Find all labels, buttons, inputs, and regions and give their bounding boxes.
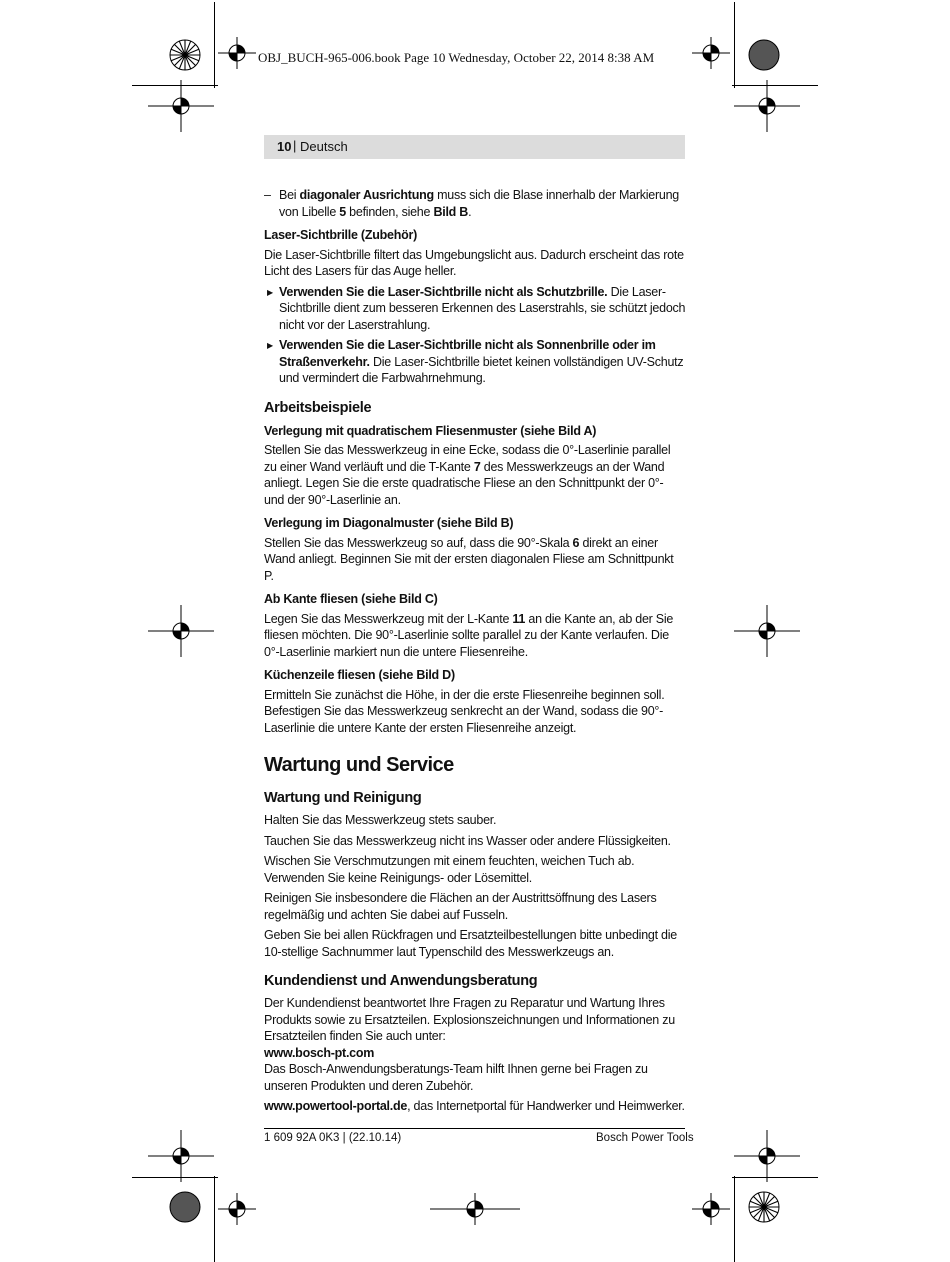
maintenance-p1: Halten Sie das Messwerkzeug stets sauber. <box>264 813 497 827</box>
customer-service-text: Der Kundendienst beantwortet Ihre Fragen zu Reparatur und Wartung Ihres Produkts sowie zu Ersatzteilen. Explosionszeichnungen und Informationen zu Ersatzteilen finden Sie auch unter: <box>264 996 675 1043</box>
glasses-text: Die Laser-Sichtbrille filtert das Umgebungslicht aus. Dadurch erscheint das rote Licht des Lasers für das Auge heller. <box>264 247 684 278</box>
print-header: OBJ_BUCH-965-006.book Page 10 Wednesday, October 22, 2014 8:38 AM <box>258 50 655 65</box>
footer-part-number: 1 609 92A 0K3 | (22.10.14) <box>264 1132 402 1144</box>
crop-line <box>214 1176 215 1262</box>
crop-line <box>734 2 735 88</box>
registration-mark-icon <box>218 37 256 69</box>
crop-line <box>734 1176 735 1262</box>
crop-line <box>214 2 215 88</box>
service-title: Wartung und Service <box>264 754 454 776</box>
glasses-warning-2: ▶ Verwenden Sie die Laser-Sichtbrille nicht als Sonnenbrille oder im Straßenverkehr. Die Laser-Sichtbrille bietet keinen vollständigen UV-Schutz und vermindert die Farbwahrnehmung. <box>264 337 686 387</box>
registration-mark-icon <box>692 37 730 69</box>
registration-mark-icon <box>734 80 800 132</box>
portal-line: www.powertool-portal.de, das Internetportal für Handwerker und Heimwerker. <box>264 1099 685 1113</box>
page-number: 10 <box>277 139 292 154</box>
header-language: Deutsch <box>300 139 348 154</box>
registration-mark-icon <box>148 1130 214 1182</box>
maintenance-p2: Tauchen Sie das Messwerkzeug nicht ins Wasser oder andere Flüssigkeiten. <box>264 833 671 848</box>
bosch-link[interactable]: www.bosch-pt.com <box>264 1045 375 1060</box>
maintenance-heading: Wartung und Reinigung <box>264 790 422 806</box>
maintenance-p4: Reinigen Sie insbesondere die Flächen an der Austrittsöffnung des Lasers regelmäßig und achten Sie dabei auf Fusseln. <box>264 891 657 922</box>
example-b-heading: Verlegung im Diagonalmuster (siehe Bild B) <box>264 516 514 530</box>
footer-brand: Bosch Power Tools <box>596 1132 694 1144</box>
registration-mark-icon <box>148 80 214 132</box>
header-separator: | <box>293 138 297 153</box>
gray-target-icon <box>748 39 780 71</box>
customer-service-heading: Kundendienst und Anwendungsberatung <box>264 973 538 989</box>
intro-list-item: – Bei diagonaler Ausrichtung muss sich die Blase innerhalb der Markierung von Libelle 5 befinden, siehe Bild B. <box>264 187 686 220</box>
glasses-heading: Laser-Sichtbrille (Zubehör) <box>264 228 417 242</box>
content-column <box>264 187 686 1115</box>
registration-mark-icon <box>148 605 214 657</box>
examples-heading: Arbeitsbeispiele <box>264 399 372 416</box>
example-c-heading: Ab Kante fliesen (siehe Bild C) <box>264 592 438 606</box>
glasses-warning-1: ▶ Verwenden Sie die Laser-Sichtbrille nicht als Schutzbrille. Die Laser-Sichtbrille dient zum besseren Erkennen des Laserstrahls, sie schützt jedoch nicht vor der Laserstrahlung. <box>264 284 686 334</box>
portal-link[interactable]: www.powertool-portal.de <box>264 1099 408 1113</box>
maintenance-p3: Wischen Sie Verschmutzungen mit einem feuchten, weichen Tuch ab. Verwenden Sie keine Reinigungs- oder Lösemittel. <box>264 854 635 885</box>
consulting-text: Das Bosch-Anwendungsberatungs-Team hilft Ihnen gerne bei Fragen zu unseren Produkten und deren Zubehör. <box>264 1062 648 1093</box>
page-header-band <box>264 135 685 159</box>
registration-mark-icon <box>218 1193 256 1225</box>
example-d-heading: Küchenzeile fliesen (siehe Bild D) <box>264 668 455 682</box>
footer-rule <box>264 1128 685 1129</box>
registration-mark-icon <box>734 605 800 657</box>
registration-mark-icon <box>734 1130 800 1182</box>
example-d-text: Ermitteln Sie zunächst die Höhe, in der die erste Fliesenreihe beginnen soll. Befestigen Sie das Messwerkzeug senkrecht an der Wand, sodass die 90°-Laserlinie die untere Kante der ersten Fliesenreihe anzeigt. <box>264 687 665 735</box>
gray-target-icon <box>169 1191 201 1223</box>
starburst-target-icon <box>748 1191 780 1223</box>
example-a-heading: Verlegung mit quadratischem Fliesenmuster (siehe Bild A) <box>264 423 597 438</box>
example-a-text: Stellen Sie das Messwerkzeug in eine Ecke, sodass die 0°-Laserlinie parallel zu einer Wand verläuft und die T-Kante 7 des Messwerkzeugs an der Wand anliegt. Legen Sie die erste quadratische Fliese an den Schnittpunkt der 0°- und der 90°-Laserlinie an. <box>264 443 671 507</box>
maintenance-p5: Geben Sie bei allen Rückfragen und Ersatzteilbestellungen bitte unbedingt die 10-stellige Sachnummer laut Typenschild des Messwerkzeugs an. <box>264 928 677 959</box>
registration-mark-icon <box>692 1193 730 1225</box>
starburst-target-icon <box>169 39 201 71</box>
example-c-text: Legen Sie das Messwerkzeug mit der L-Kante 11 an die Kante an, ab der Sie fliesen möchten. Die 90°-Laserlinie sollte parallel zu der Kante verlaufen. Die 0°-Laserlinie markiert nun die untere Fliesenreihe. <box>264 611 674 659</box>
registration-mark-icon <box>430 1193 520 1225</box>
example-b-text: Stellen Sie das Messwerkzeug so auf, dass die 90°-Skala 6 direkt an einer Wand anliegt. Beginnen Sie mit der ersten diagonalen Fliese am Schnittpunkt P. <box>264 535 674 583</box>
